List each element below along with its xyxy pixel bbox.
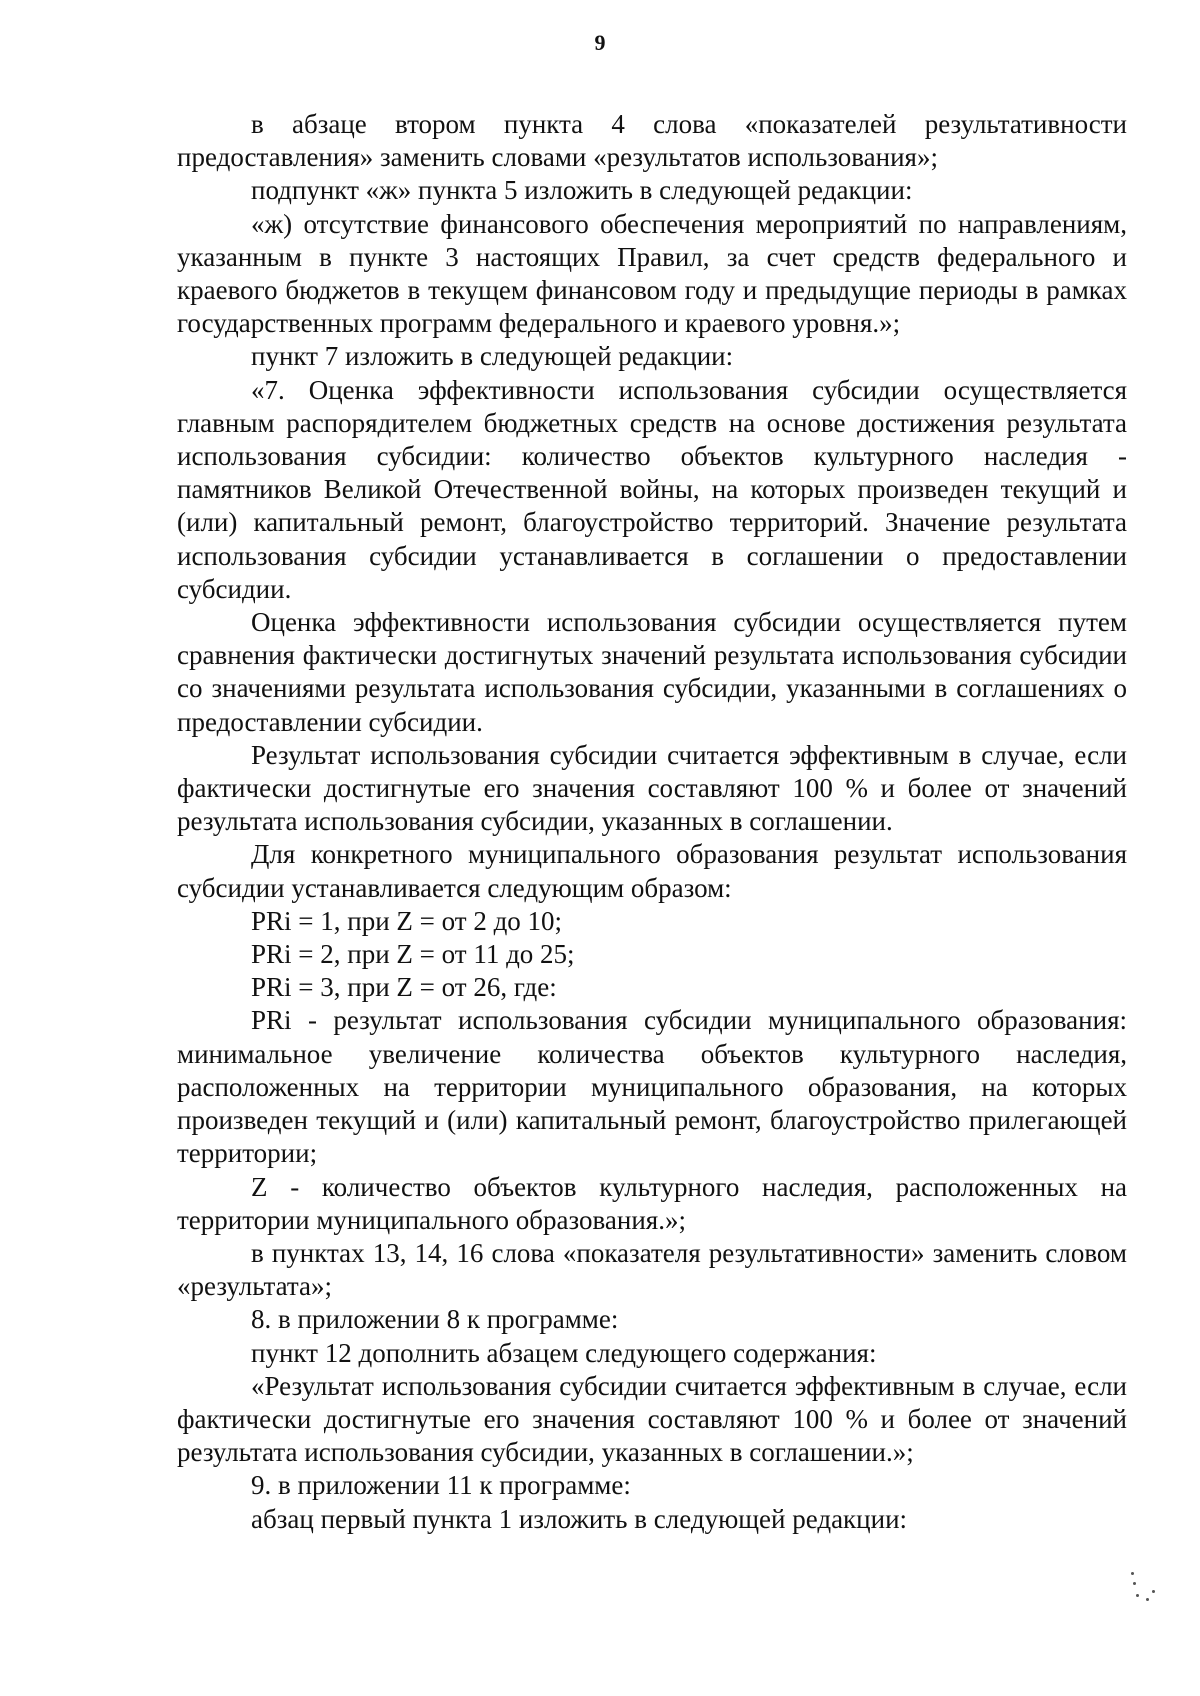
scan-artifact — [1131, 1572, 1134, 1575]
paragraph: «Результат использования субсидии считается эффективным в случае, если фактически достигнутые его значения составляют 100 % и более от значений результата использования субсидии, указанных в соглашении.»; — [177, 1370, 1127, 1468]
scan-artifact — [1133, 1582, 1136, 1585]
paragraph: пункт 12 дополнить абзацем следующего содержания: — [251, 1337, 877, 1368]
paragraph: 9. в приложении 11 к программе: — [251, 1470, 631, 1501]
paragraph: «ж) отсутствие финансового обеспечения мероприятий по направлениям, указанным в пункте 3 настоящих Правил, за счет средств федерального и краевого бюджетов в текущем финансовом году и предыдущие периоды в рамках государственных программ федерального и краевого уровня.»; — [177, 208, 1127, 339]
scan-artifact — [1146, 1598, 1149, 1601]
paragraph: Результат использования субсидии считается эффективным в случае, если фактически достигнутые его значения составляют 100 % и более от значений результата использования субсидии, указанных в соглашении. — [177, 739, 1127, 837]
paragraph: в абзаце втором пункта 4 слова «показателей результативности предоставления» заменить словами «результатов использования»; — [177, 109, 1127, 173]
scan-artifact — [1152, 1590, 1155, 1593]
scan-artifact — [1136, 1594, 1139, 1597]
formula-line: PRi = 1, при Z = от 2 до 10; — [251, 905, 563, 936]
paragraph: абзац первый пункта 1 изложить в следующей редакции: — [251, 1503, 908, 1534]
paragraph: «7. Оценка эффективности использования субсидии осуществляется главным распорядителем бюджетных средств на основе достижения результата использования субсидии: количество объектов культурного наследия - памятников Великой Отечественной войны, на которых произведен текущий и (или) капитальный ремонт, благоустройство территорий. Значение результата использования субсидии устанавливается в соглашении о предоставлении субсидии. — [177, 374, 1127, 604]
paragraph: в пунктах 13, 14, 16 слова «показателя результативности» заменить словом «результата»; — [177, 1237, 1127, 1302]
paragraph: подпункт «ж» пункта 5 изложить в следующей редакции: — [251, 175, 913, 206]
paragraph: Оценка эффективности использования субсидии осуществляется путем сравнения фактически достигнутых значений результата использования субсидии со значениями результата использования субсидии, указанными в соглашениях о предоставлении субсидии. — [177, 607, 1127, 737]
paragraph: Для конкретного муниципального образования результат использования субсидии устанавливается следующим образом: — [177, 839, 1127, 903]
formula-line: PRi = 2, при Z = от 11 до 25; — [251, 939, 575, 970]
paragraph: PRi - результат использования субсидии муниципального образования: минимальное увеличение количества объектов культурного наследия, расположенных на территории муниципального образования, на которых произведен текущий и (или) капитальный ремонт, благоустройство прилегающей территории; — [177, 1005, 1127, 1169]
paragraph: Z - количество объектов культурного наследия, расположенных на территории муниципального образования.»; — [177, 1171, 1127, 1235]
document-body — [177, 108, 1127, 1536]
paragraph: 8. в приложении 8 к программе: — [251, 1304, 619, 1335]
paragraph: пункт 7 изложить в следующей редакции: — [251, 341, 734, 372]
page-number: 9 — [594, 30, 606, 55]
formula-line: PRi = 3, при Z = от 26, где: — [251, 972, 557, 1003]
